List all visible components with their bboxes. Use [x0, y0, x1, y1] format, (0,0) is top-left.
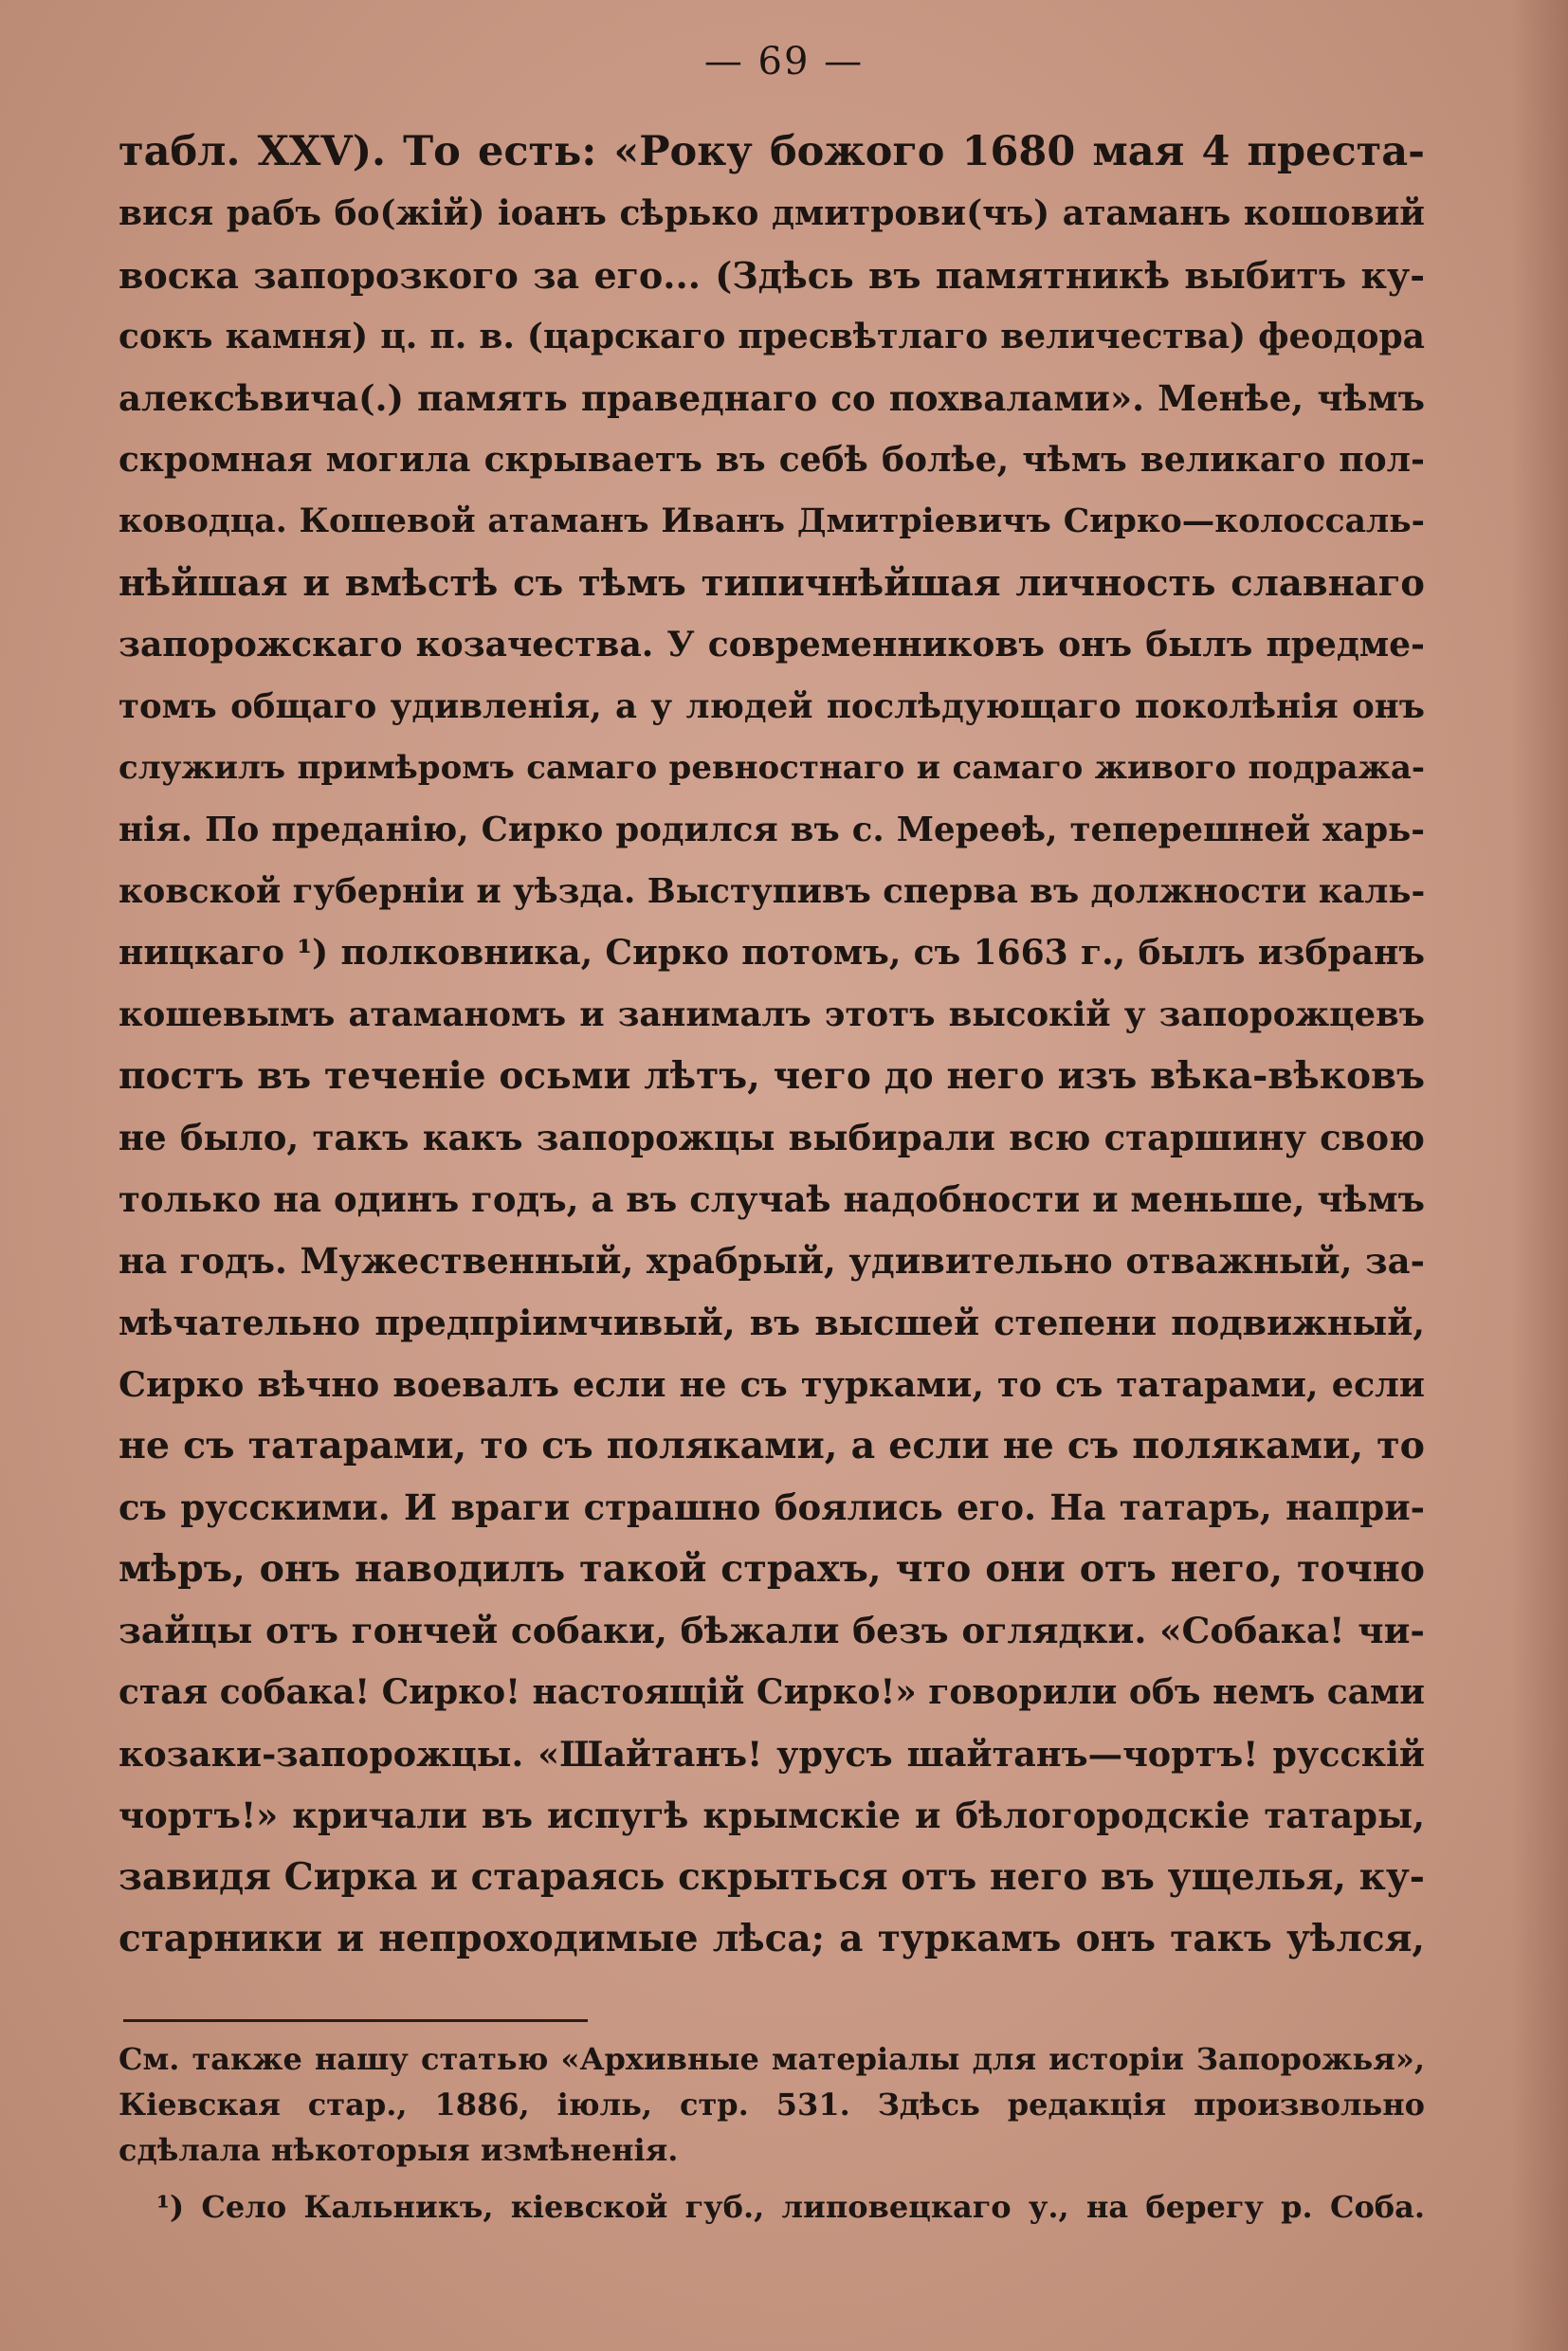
- text-line: нѣйшая и вмѣстѣ съ тѣмъ типичнѣйшая личность славнаго: [119, 562, 1425, 605]
- text-line: съ русскими. И враги страшно боялись его. На татаръ, напри-: [119, 1486, 1425, 1528]
- text-line: завидя Сирка и стараясь скрыться отъ него въ ущелья, ку-: [119, 1855, 1425, 1899]
- text-line: Сирко вѣчно воевалъ если не съ турками, то съ татарами, если: [119, 1364, 1425, 1405]
- text-line: козаки-запорожцы. «Шайтанъ! урусъ шайтанъ—чортъ! русскій: [119, 1734, 1425, 1775]
- text-line: скромная могила скрываетъ въ себѣ болѣе, чѣмъ великаго пол-: [119, 440, 1425, 480]
- page-number: — 69 —: [703, 40, 865, 83]
- text-line: алексѣвича(.) память праведнаго со похвалами». Менѣе, чѣмъ: [119, 377, 1425, 419]
- text-line: сокъ камня) ц. п. в. (царскаго пресвѣтлаго величества) феодора: [119, 317, 1425, 356]
- text-line: запорожскаго козачества. У современниковъ онъ былъ предме-: [119, 625, 1425, 665]
- text-line: томъ общаго удивленія, а у людей послѣдующаго поколѣнія онъ: [119, 687, 1425, 726]
- text-line: кошевымъ атаманомъ и занималъ этотъ высокій у запорожцевъ: [119, 995, 1425, 1034]
- text-line: ницкаго ¹) полковника, Сирко потомъ, съ 1663 г., былъ избранъ: [119, 933, 1425, 973]
- page-edge-shadow: [1511, 0, 1568, 2351]
- text-line: только на одинъ годъ, а въ случаѣ надобности и меньше, чѣмъ: [119, 1178, 1425, 1220]
- footnote-line: сдѣлала нѣкоторыя измѣненія.: [119, 2132, 679, 2168]
- footnote-divider: [123, 2019, 588, 2022]
- text-line: табл. XXV). То есть: «Року божого 1680 мая 4 преста-: [119, 128, 1425, 175]
- text-line: постъ въ теченіе осьми лѣтъ, чего до него изъ вѣка-вѣковъ: [119, 1054, 1425, 1098]
- text-line: служилъ примѣромъ самаго ревностнаго и самаго живого подража-: [119, 749, 1425, 787]
- text-line: ковской губерніи и уѣзда. Выступивъ сперва въ должности каль-: [119, 872, 1425, 911]
- text-line: чортъ!» кричали въ испугѣ крымскіе и бѣлогородскіе татары,: [119, 1795, 1425, 1836]
- footnotes: [119, 2036, 1425, 2230]
- text-line: ководца. Кошевой атаманъ Иванъ Дмитріевичъ Сирко—колоссаль-: [119, 502, 1425, 540]
- text-line: мѣчательно предпріимчивый, въ высшей степени подвижный,: [119, 1303, 1425, 1343]
- text-line: старники и непроходимые лѣса; а туркамъ онъ такъ уѣлся,: [119, 1917, 1425, 1960]
- text-line: нія. По преданію, Сирко родился въ с. Мереѳѣ, теперешней харь-: [119, 811, 1425, 849]
- text-line: зайцы отъ гончей собаки, бѣжали безъ оглядки. «Собака! чи-: [119, 1610, 1425, 1651]
- footnote-line: См. также нашу статью «Архивные матеріалы для исторіи Запорожья»,: [119, 2041, 1425, 2077]
- text-line: стая собака! Сирко! настоящій Сирко!» говорили объ немъ сами: [119, 1672, 1425, 1712]
- footnote-line: Кіевская стар., 1886, іюль, стр. 531. Здѣсь редакція произвольно: [119, 2087, 1425, 2123]
- text-line: мѣръ, онъ наводилъ такой страхъ, что они отъ него, точно: [119, 1547, 1425, 1591]
- text-line: на годъ. Мужественный, храбрый, удивительно отважный, за-: [119, 1240, 1425, 1282]
- footnote-1: ¹) Село Кальникъ, кіевской губ., липовецкаго у., на берегу р. Соба.: [156, 2189, 1425, 2225]
- text-line: вися рабъ бо(жій) іоанъ сѣрько дмитрови(чъ) атаманъ кошовий: [119, 193, 1425, 233]
- text-line: не съ татарами, то съ поляками, а если не съ поляками, то: [119, 1424, 1425, 1467]
- body-text: [119, 121, 1425, 1970]
- text-line: воска запорозкого за его... (Здѣсь въ памятникѣ выбитъ ку-: [119, 254, 1425, 297]
- text-line: не было, такъ какъ запорожцы выбирали всю старшину свою: [119, 1117, 1425, 1158]
